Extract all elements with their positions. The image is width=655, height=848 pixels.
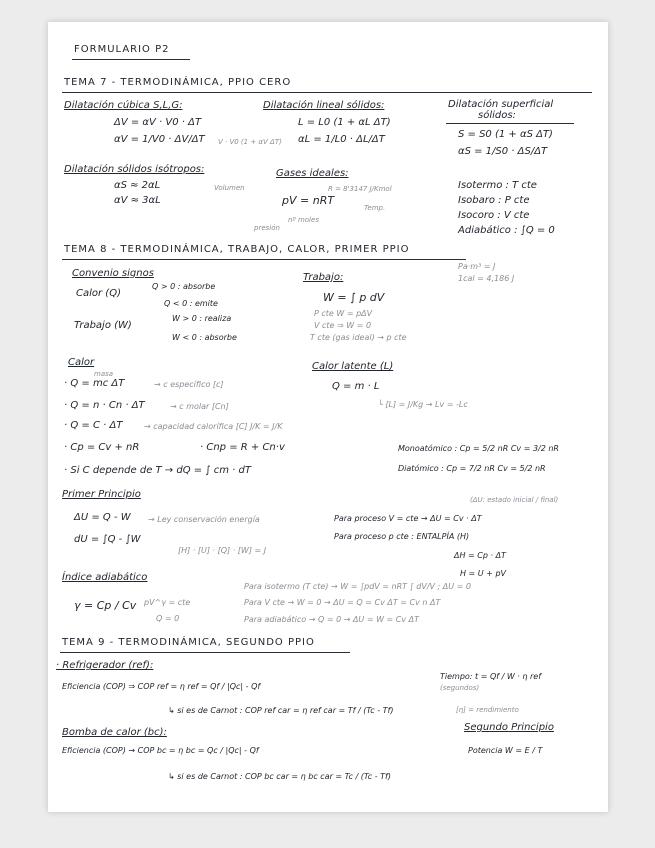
refrigerador-carnot: ↳ si es de Carnot : COP ref car = η ref car = Tf / (Tc - Tf) bbox=[168, 706, 394, 715]
adiabatico-adia: Para adiabático → Q = 0 → ΔU = W = Cv ΔT bbox=[244, 615, 419, 624]
primer-dh: ΔH = Cp · ΔT bbox=[454, 551, 506, 560]
adiabatico-vcte: Para V cte → W = 0 → ΔU = Q = Cv ΔT = Cv n ΔT bbox=[244, 598, 441, 607]
isotropos-title: Dilatación sólidos isótropos: bbox=[64, 164, 205, 175]
calor-l4b: · Cnp = R + Cn·v bbox=[200, 442, 285, 453]
convenio-w-neg: W < 0 : absorbe bbox=[172, 333, 237, 342]
proc-isocoro: Isocoro : V cte bbox=[458, 210, 530, 221]
gases-moles: nº moles bbox=[288, 216, 319, 224]
tema8-rule bbox=[62, 259, 466, 260]
proc-adiabatico: Adiabático : ∫Q = 0 bbox=[458, 225, 555, 236]
latente-note: └ [L] = J/Kg → Lv = -Lc bbox=[378, 400, 468, 409]
adiabatico-gamma: γ = Cp / Cv bbox=[74, 599, 137, 612]
title-underline bbox=[72, 59, 190, 60]
superficial-eq2: αS = 1/S0 · ΔS/ΔT bbox=[458, 146, 548, 157]
tema9-rule bbox=[60, 652, 350, 653]
proc-isobaro: Isobaro : P cte bbox=[458, 195, 530, 206]
primer-ini-fin: (ΔU: estado inicial / final) bbox=[470, 496, 559, 504]
primer-title: Primer Principio bbox=[62, 489, 141, 500]
cubica-eq1: ΔV = αV · V0 · ΔT bbox=[114, 117, 202, 128]
tema9-heading: TEMA 9 - TERMODINÁMICA, SEGUNDO PPIO bbox=[62, 637, 315, 648]
cubica-eq2: αV = 1/V0 · ΔV/ΔT bbox=[114, 134, 205, 145]
lineal-title: Dilatación lineal sólidos: bbox=[263, 100, 385, 111]
latente-eq: Q = m · L bbox=[332, 381, 380, 392]
calor-title: Calor bbox=[68, 357, 95, 368]
adiabatico-title: Índice adiabático bbox=[62, 572, 148, 583]
adiabatico-q0: Q = 0 bbox=[156, 614, 180, 623]
gases-temp: Temp. bbox=[364, 204, 386, 212]
lineal-eq2: αL = 1/L0 · ΔL/ΔT bbox=[298, 134, 385, 145]
units-2: 1cal = 4,186 J bbox=[458, 274, 515, 283]
gases-title: Gases ideales: bbox=[276, 168, 349, 179]
tema7-heading: TEMA 7 - TERMODINÁMICA, PPIO CERO bbox=[64, 77, 292, 88]
calor-l2: · Q = n · Cn · ΔT bbox=[64, 400, 145, 411]
adiabatico-pvg: pV^γ = cte bbox=[144, 598, 191, 607]
gases-presion: presión bbox=[254, 224, 280, 232]
primer-eq2: dU = ∫Q - ∫W bbox=[74, 534, 141, 545]
primer-units: [H] · [U] · [Q] · [W] = J bbox=[178, 546, 267, 555]
calor-l1: · Q = mc ΔT bbox=[64, 378, 125, 389]
latente-title: Calor latente (L) bbox=[312, 361, 394, 372]
isotropos-eq1: αS ≈ 2αL bbox=[114, 180, 161, 191]
rendimiento: [η] = rendimiento bbox=[456, 706, 519, 714]
superficial-title1: Dilatación superficial bbox=[448, 99, 554, 110]
gases-volumen: Volumen bbox=[214, 184, 245, 192]
isotropos-eq2: αV ≈ 3αL bbox=[114, 195, 161, 206]
calor-l1b: → c específico [c] bbox=[154, 380, 224, 389]
diatomico: Diatómico : Cp = 7/2 nR Cv = 5/2 nR bbox=[398, 464, 546, 473]
calor-l4: · Cp = Cv + nR bbox=[64, 442, 140, 453]
superficial-underline bbox=[446, 123, 574, 124]
calor-l2b: → c molar [Cn] bbox=[170, 402, 229, 411]
bomba-carnot: ↳ si es de Carnot : COP bc car = η bc car = Tc / (Tc - Tf) bbox=[168, 772, 391, 781]
tiempo-sub: (segundos) bbox=[440, 684, 480, 692]
monoatomico: Monoatómico : Cp = 5/2 nR Cv = 3/2 nR bbox=[398, 444, 559, 453]
bomba-title: Bomba de calor (bc): bbox=[62, 727, 167, 738]
doc-title: FORMULARIO P2 bbox=[74, 44, 170, 55]
segundo-title: Segundo Principio bbox=[464, 722, 554, 733]
trabajo-n2: V cte ⇒ W = 0 bbox=[314, 321, 372, 330]
calor-l5: · Si C depende de T → dQ = ∫ cm · dT bbox=[64, 465, 251, 476]
primer-eq1: ΔU = Q - W bbox=[74, 512, 131, 523]
calor-l3b: → capacidad calorífica [C] J/K = J/K bbox=[144, 422, 283, 431]
trabajo-n1: P cte W = pΔV bbox=[314, 309, 373, 318]
adiabatico-iso: Para isotermo (T cte) → W = ∫pdV = nRT ∫ dV/V ; ΔU = 0 bbox=[244, 582, 472, 591]
primer-eq1-note: → Ley conservación energía bbox=[148, 515, 260, 524]
cubica-title: Dilatación cúbica S,L,G: bbox=[64, 100, 183, 111]
convenio-q-pos: Q > 0 : absorbe bbox=[152, 282, 216, 291]
primer-pv: Para proceso V = cte → ΔU = Cv · ΔT bbox=[334, 514, 482, 523]
gases-r-const: R = 8'3147 J/Kmol bbox=[328, 185, 392, 193]
convenio-trabajo: Trabajo (W) bbox=[74, 320, 132, 331]
formula-sheet bbox=[48, 22, 608, 812]
primer-h: H = U + pV bbox=[460, 569, 506, 578]
tiempo-label: Tiempo: t = Qf / W · η ref bbox=[440, 672, 542, 681]
primer-pp: Para proceso p cte : ENTALPÍA (H) bbox=[334, 532, 470, 541]
trabajo-eq: W = ∫ p dV bbox=[323, 291, 385, 304]
calor-masa: masa bbox=[94, 370, 114, 378]
cubica-note: V · V0 (1 + αV ΔT) bbox=[218, 138, 282, 146]
refrigerador-title: · Refrigerador (ref): bbox=[56, 660, 154, 671]
convenio-calor: Calor (Q) bbox=[76, 288, 121, 299]
gases-eq: pV = nRT bbox=[282, 194, 335, 207]
trabajo-n3: T cte (gas ideal) → p cte bbox=[310, 333, 407, 342]
refrigerador-eff: Eficiencia (COP) ⇒ COP ref = η ref = Qf / |Qc| - Qf bbox=[62, 682, 261, 691]
bomba-eff: Eficiencia (COP) → COP bc = η bc = Qc / |Qc| - Qf bbox=[62, 746, 259, 755]
units-1: Pa·m³ = J bbox=[458, 262, 496, 271]
calor-l3: · Q = C · ΔT bbox=[64, 420, 123, 431]
proc-isotermo: Isotermo : T cte bbox=[458, 180, 537, 191]
convenio-q-neg: Q < 0 : emite bbox=[164, 299, 218, 308]
superficial-title2: sólidos: bbox=[478, 110, 516, 121]
convenio-w-pos: W > 0 : realiza bbox=[172, 314, 232, 323]
tema7-rule bbox=[62, 92, 592, 93]
lineal-eq1: L = L0 (1 + αL ΔT) bbox=[298, 117, 391, 128]
trabajo-title: Trabajo: bbox=[303, 272, 344, 283]
superficial-eq1: S = S0 (1 + αS ΔT) bbox=[458, 129, 553, 140]
segundo-potencia: Potencia W = E / T bbox=[468, 746, 543, 755]
tema8-heading: TEMA 8 - TERMODINÁMICA, TRABAJO, CALOR, PRIMER PPIO bbox=[64, 244, 410, 255]
convenio-title: Convenio signos bbox=[72, 268, 154, 279]
